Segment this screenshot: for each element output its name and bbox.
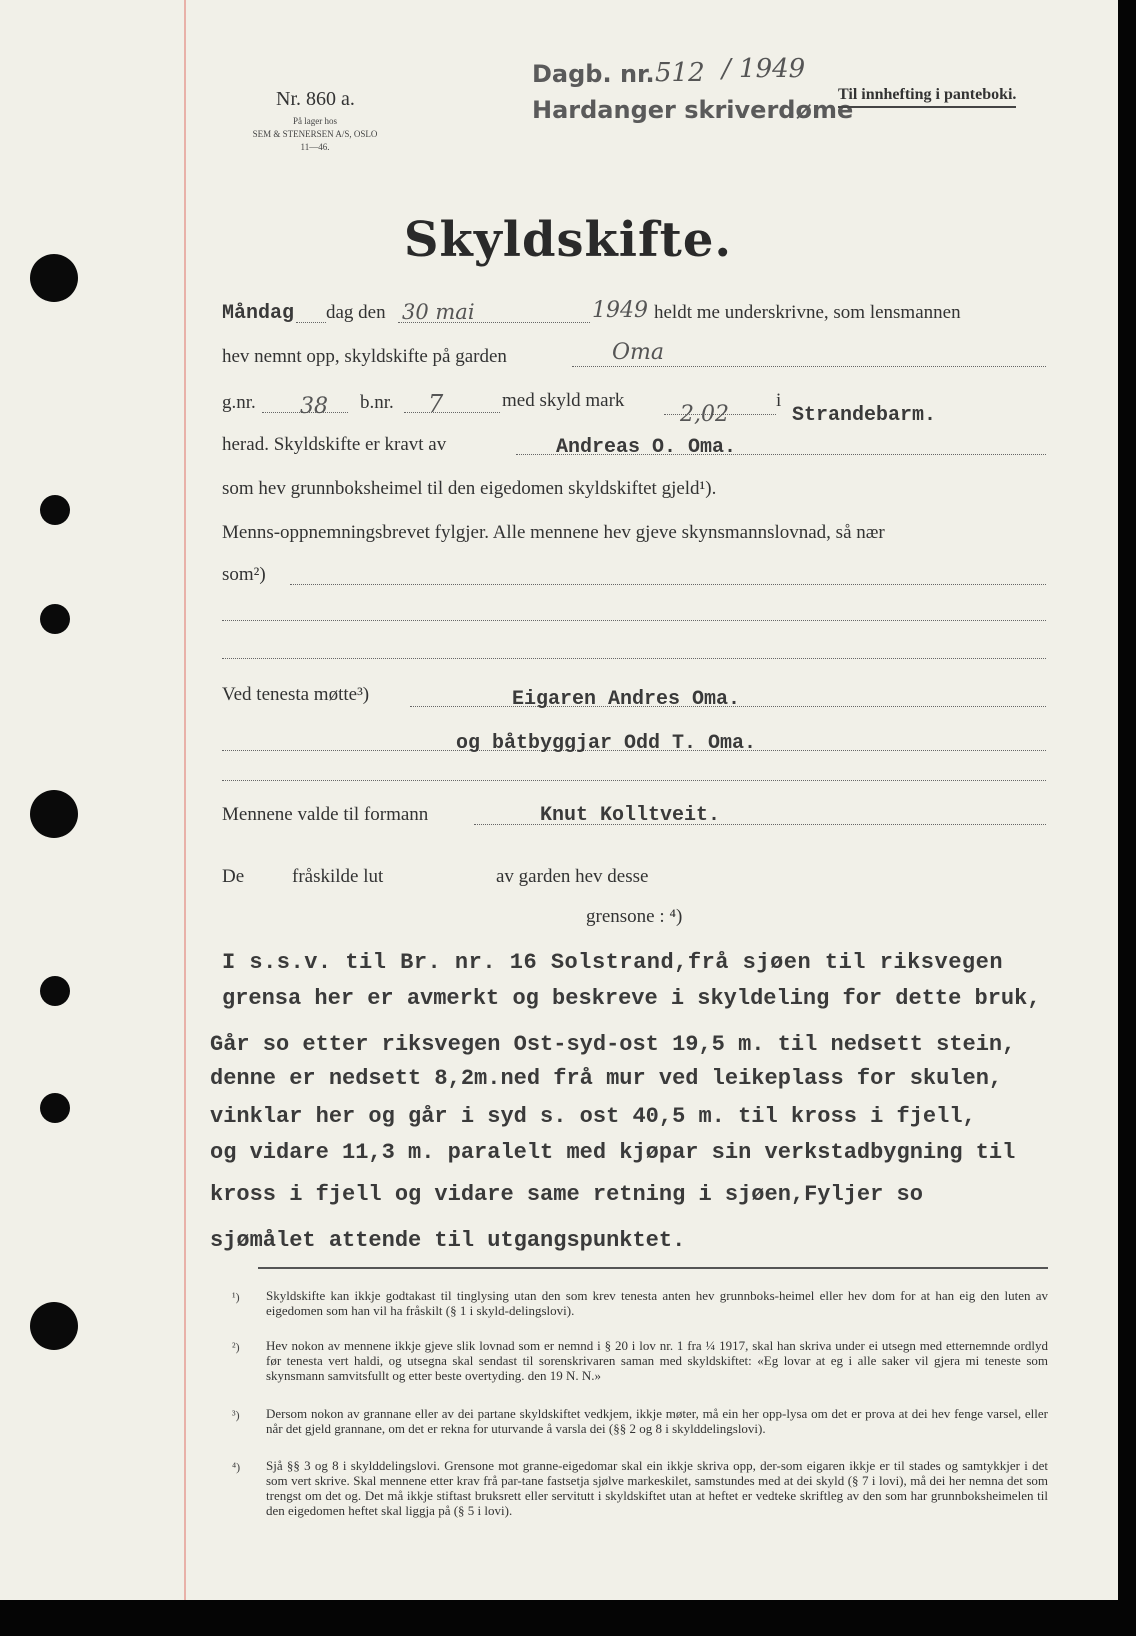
punch-hole — [30, 790, 78, 838]
form-text: herad. Skyldskifte er kravt av — [222, 434, 447, 455]
dotted-line — [398, 322, 590, 323]
skyld-value: 2,02 — [680, 402, 729, 427]
footnote-number: ⁴) — [232, 1460, 241, 1474]
dagb-stamp: Dagb. nr. — [532, 60, 655, 88]
form-label: som²) — [222, 564, 266, 585]
form-label: g.nr. — [222, 392, 256, 413]
form-label: av garden hev desse — [496, 866, 649, 887]
dotted-line — [222, 620, 1046, 621]
dagb-number: 512 — [655, 58, 705, 88]
year: 1949 — [592, 298, 648, 323]
office-stamp: Hardanger skriverdøme — [532, 96, 854, 124]
requester: Andreas O. Oma. — [556, 436, 737, 459]
publisher-line: 11—46. — [300, 142, 330, 152]
boundary-line: Går so etter riksvegen Ost-syd-ost 19,5 m. til nedsett stein, — [210, 1032, 1016, 1057]
boundary-line: vinklar her og går i syd s. ost 40,5 m. til kross i fjell, — [210, 1104, 976, 1129]
form-label: dag den — [326, 302, 386, 323]
punch-hole — [40, 495, 70, 525]
punch-hole — [30, 1302, 78, 1350]
footnote-number: ¹) — [232, 1290, 240, 1304]
gnr-value: 38 — [300, 394, 328, 419]
bnr-value: 7 — [428, 390, 444, 418]
footnote-text: Sjå §§ 3 og 8 i skylddelingslovi. Grensone mot granne-eigedomar skal ein ikkje skriva opp, der-som eigaren ikkje er til stades og samtykkjer i det som vert skrive. Skal mennene etter krav frå par-tane fastsetja sjølve markeskilet, samstundes med at dei skyld (§ 7 i lovi), må dei her nemna det som trengst om det og. Det må ikkje stiftast bruksrett eller servitutt i skyldskiftet utan at heftet er vedteke skriftleg av den som har grunnboksheimelen til den eigedomen heftet skal liggja på (§ 5 i lovi). — [266, 1458, 1048, 1518]
boundary-line: sjømålet attende til utgangspunktet. — [210, 1228, 686, 1253]
form-label: b.nr. — [360, 392, 394, 413]
dotted-line — [222, 658, 1046, 659]
punch-hole — [40, 976, 70, 1006]
footnote-text: Hev nokon av mennene ikkje gjeve slik lovnad som er nemnd i § 20 i lov nr. 1 fra ¼ 1917, skal han skriva under ei utsegn med etternemnde ordlyd før tenesta vert haldi, og utsegna skal sendast til sorenskrivaren saman med skyldskiftet: «Eg lovar at eg i alle saker vil gjera mi teneste som skynsmann samvitsfullt og etter beste overtyding. den 19 N. N.» — [266, 1338, 1048, 1383]
punch-hole — [40, 1093, 70, 1123]
form-text: heldt me underskrivne, som lensmannen — [654, 302, 961, 323]
herad-value: Strandebarm. — [792, 404, 937, 427]
dotted-line — [404, 412, 500, 413]
form-text: som hev grunnboksheimel til den eigedomen skyldskiftet gjeld¹). — [222, 478, 717, 499]
form-label: grensone : ⁴) — [586, 906, 683, 927]
dotted-line — [290, 584, 1046, 585]
boundary-line: denne er nedsett 8,2m.ned frå mur ved leikeplass for skulen, — [210, 1066, 1003, 1091]
chairman: Knut Kolltveit. — [540, 804, 721, 827]
form-text: hev nemnt opp, skyldskifte på garden — [222, 346, 507, 367]
form-label: med skyld mark — [502, 390, 625, 411]
dotted-line — [572, 366, 1046, 367]
boundary-line: og vidare 11,3 m. paralelt med kjøpar sin verkstadbygning til — [210, 1140, 1016, 1165]
boundary-line: grensa her er avmerkt og beskreve i skyldeling for dette bruk, — [222, 986, 1041, 1011]
farm-name: Oma — [612, 340, 665, 365]
form-label: fråskilde lut — [292, 866, 384, 887]
form-label: i — [776, 390, 782, 411]
footnote-rule — [258, 1267, 1048, 1269]
boundary-line: kross i fjell og vidare same retning i sjøen,Fyljer so — [210, 1182, 923, 1207]
met-person: Eigaren Andres Oma. — [512, 688, 741, 711]
footnote-text: Dersom nokon av grannane eller av dei partane skyldskiftet vedkjem, ikkje møter, må ein her opp-lysa om det er prova at dei hev fenge varsel, eller når det gjeld grannane, om det er rekna for uturvande å varsla dei (§§ 2 og 8 i skylddelingslovi). — [266, 1406, 1048, 1436]
footnote-number: ²) — [232, 1340, 240, 1354]
right-note: Til innhefting i panteboki. — [838, 86, 1016, 108]
boundary-line: I s.s.v. til Br. nr. 16 Solstrand,frå sjøen til riksvegen — [222, 950, 1004, 975]
footnote-text: Skyldskifte kan ikkje godtakast til tinglysing utan den som krev tenesta anten hev grunnboks-heimel eller hev dom for at han eig den luten av eigedomen som han vil ha fråskilt (§ 1 i skyld-delingslovi). — [266, 1288, 1048, 1318]
form-label: Ved tenesta møtte³) — [222, 684, 370, 705]
met-person: og båtbyggjar Odd T. Oma. — [456, 732, 757, 755]
form-text: Menns-oppnemningsbrevet fylgjer. Alle mennene hev gjeve skynsmannslovnad, så nær — [222, 522, 885, 543]
dotted-line — [296, 322, 326, 323]
form-label: Mennene valde til formann — [222, 804, 429, 825]
dotted-line — [222, 780, 1046, 781]
form-label: De — [222, 866, 245, 887]
page-title: Skyldskifte. — [403, 212, 733, 268]
form-number: Nr. 860 a. — [276, 88, 355, 110]
footnote-number: ³) — [232, 1408, 240, 1422]
weekday: Måndag — [222, 302, 295, 325]
punch-hole — [40, 604, 70, 634]
date: 30 mai — [402, 300, 475, 324]
dagb-year: / 1949 — [722, 54, 806, 84]
publisher-line: På lager hos — [293, 116, 337, 126]
publisher-line: SEM & STENERSEN A/S, OSLO — [252, 129, 378, 139]
